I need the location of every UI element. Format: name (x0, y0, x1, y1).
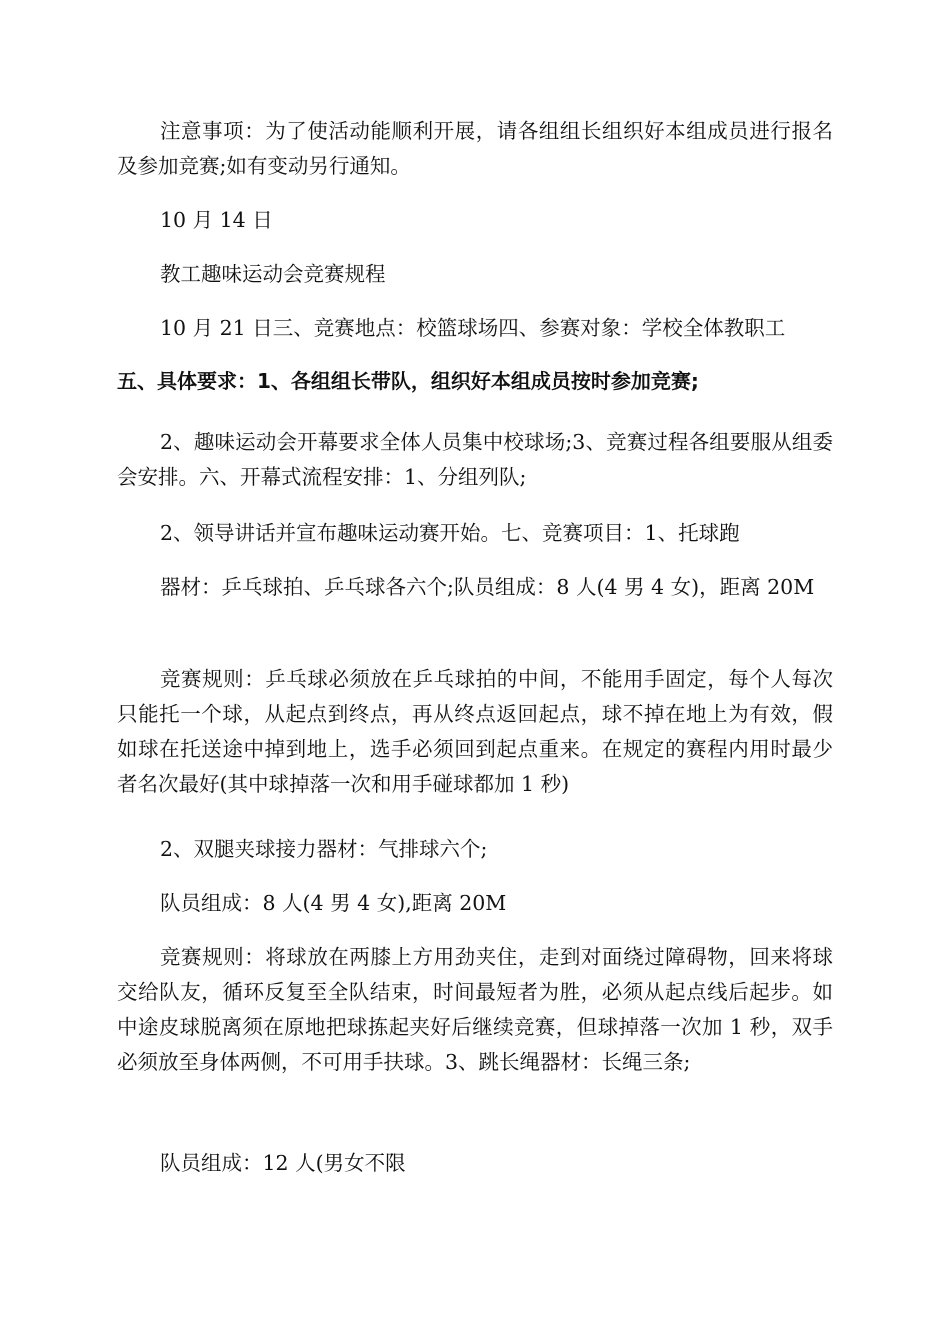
paragraph-equipment-ball-run: 器材：乒乓球拍、乒乓球各六个;队员组成：8 人(4 男 4 女)，距离 20M (160, 575, 815, 599)
paragraph-rules-relay: 竞赛规则：将球放在两膝上方用劲夹住，走到对面绕过障碍物，回来将球交给队友，循环反复至全队结束，时间最短者为胜，必须从起点线后起步。如中途皮球脱离须在原地把球拣起夹好后继续竞赛，但球掉落一次加 1 秒，双手必须放至身体两侧，不可用手扶球。3、跳长绳器材：长绳三条; (117, 945, 833, 1074)
paragraph-notice: 注意事项：为了使活动能顺利开展，请各组组长组织好本组成员进行报名及参加竞赛;如有变动另行通知。 (117, 119, 833, 178)
paragraph-team-composition-relay: 队员组成：8 人(4 男 4 女),距离 20M (160, 891, 507, 915)
paragraph-team-composition-rope: 队员组成：12 人(男女不限 (160, 1151, 406, 1175)
paragraph-venue-participants: 10 月 21 日三、竞赛地点：校篮球场四、参赛对象：学校全体教职工 (160, 316, 786, 340)
paragraph-specific-requirements: 五、具体要求：1、各组组长带队，组织好本组成员按时参加竞赛; (117, 369, 699, 393)
paragraph-date-oct-14: 10 月 14 日 (160, 208, 273, 232)
paragraph-rules-ball-run: 竞赛规则：乒乓球必须放在乒乓球拍的中间，不能用手固定，每个人每次只能托一个球，从起点到终点，再从终点返回起点，球不掉在地上为有效，假如球在托送途中掉到地上，选手必须回到起点重来。在规定的赛程内用时最少者名次最好(其中球掉落一次和用手碰球都加 1 秒) (117, 667, 833, 796)
paragraph-leader-speech: 2、领导讲话并宣布趣味运动赛开始。七、竞赛项目：1、托球跑 (160, 521, 740, 545)
paragraph-regulations-title: 教工趣味运动会竞赛规程 (160, 262, 386, 286)
paragraph-opening-requirements: 2、趣味运动会开幕要求全体人员集中校球场;3、竞赛过程各组要服从组委会安排。六、开幕式流程安排：1、分组列队; (117, 430, 833, 489)
paragraph-leg-ball-relay: 2、双腿夹球接力器材：气排球六个; (160, 837, 488, 861)
